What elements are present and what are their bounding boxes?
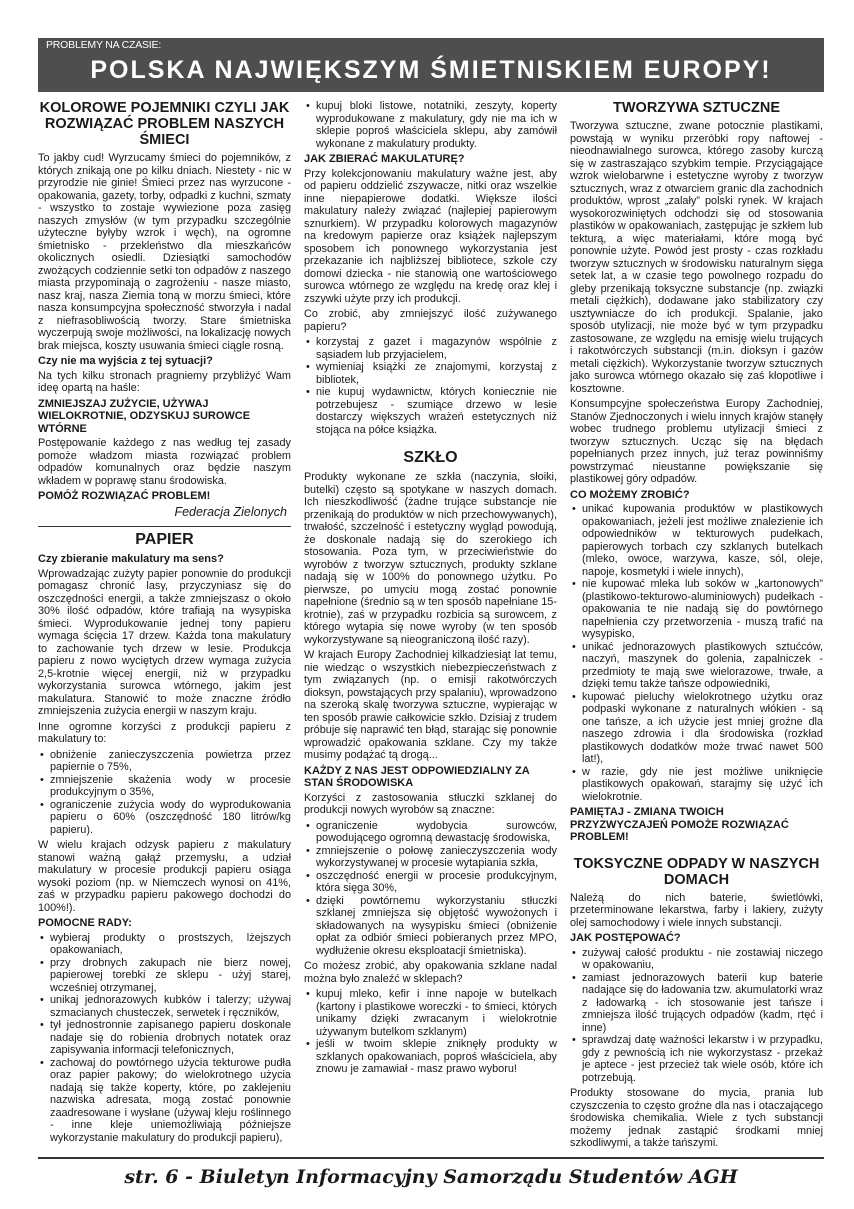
bullet-list <box>304 988 557 1076</box>
list-item: • przy drobnych zakupach nie bierz nowej, papierowej torebki ze sklepu - użyj starej, wcześniej otrzymanej, <box>38 957 291 995</box>
paragraph: Inne ogromne korzyści z produkcji papieru z makulatury to: <box>38 720 291 746</box>
section-kicker: PROBLEMY NA CZASIE: <box>46 39 162 51</box>
list-item: • nie kupować mleka lub soków w „kartonowych” (plastikowo-tekturowo-aluminiowych) pudełkach - opakowania te nie nadają się do powtórnego napełnienia czy przetworzenia - muszą trafić na wysypisko, <box>570 578 823 641</box>
subheading: ZMNIEJSZAJ ZUŻYCIE, UŻYWAJ WIELOKROTNIE, ODZYSKUJ SUROWCE WTÓRNE <box>38 397 251 435</box>
list-item: • oszczędność energii w procesie produkcyjnym, która sięga 30%, <box>304 870 557 895</box>
list-item: • zamiast jednorazowych baterii kup baterie nadające się do ładowania tzw. akumulatorki wraz z ładowarką - ich stosowanie jest tańsze i zmniejsza ilość trujących odpadów (kadm, rtęć i inne) <box>570 972 823 1035</box>
column-middle <box>304 100 557 1079</box>
list-item: • korzystaj z gazet i magazynów wspólnie z sąsiadem lub przyjacielem, <box>304 336 557 361</box>
list-item: • kupować pieluchy wielokrotnego użytku oraz podpaski wykonane z naturalnych włókien - są one tańsze, a ich użycie jest mniej groźne dla naszego zdrowia i dla środowiska (rozkład plastikowych dodatków może trwać nawet 500 lat!), <box>570 691 823 766</box>
signature: Federacja Zielonych <box>174 504 287 519</box>
paragraph: Produkty wykonane ze szkła (naczynia, słoiki, butelki) często są spotykane w naszych domach. Ich nieszkodliwość (żadne trujące substancje nie przenikają do produktów w nich przechowywanych), trwałość, szczelność i estetyczny wygląd powodują, że doskonale nadają się do szerokiego ich stosowania. Poza tym, w przeciwieństwie do wyrobów z tworzyw sztucznych, produkty szklane nadają się w 100% do ponownego użytku. Po pierwsze, po umyciu mogą zostać ponownie napełnione (średnio są w ten sposób napełniane 15-krotnie), zaś w przypadku rozbicia są surowcem, z którego wytapia się nowe wyroby (w ten sposób wykorzystywane są nieograniczoną ilość razy). <box>304 471 557 646</box>
list-item: • sprawdzaj datę ważności lekarstw i w przypadku, gdy z pewnością ich nie wykorzystasz - przekaż je aptece - jest przecież tak wiele osób, które ich potrzebują. <box>570 1034 823 1084</box>
paragraph: W krajach Europy Zachodniej kilkadziesiąt lat temu, nie wiedząc o wszystkich niebezpieczeństwach z tym związanych (np. o emisji rakotwórczych dioksyn, powstających przy spalaniu), wprowadzono na szeroką skalę tworzywa sztuczne, wypierając w ten sposób prawie całkowicie szkło. Dzisiaj z trudem próbuje się naprawić ten błąd, starając się ponownie wprowadzić opakowania szklane. Czy my także musimy podążać tą drogą... <box>304 649 557 762</box>
list-item: • zmniejszenie o połowę zanieczyszczenia wody wykorzystywanej w procesie wytapiania szkła, <box>304 845 557 870</box>
subheading: JAK POSTĘPOWAĆ? <box>570 932 681 945</box>
article-heading: KOLOROWE POJEMNIKI CZYLI JAK ROZWIĄZAĆ PROBLEM NASZYCH ŚMIECI <box>39 100 290 148</box>
paragraph: Na tych kilku stronach pragniemy przybliżyć Wam ideę opartą na haśle: <box>38 369 291 395</box>
list-item: • jeśli w twoim sklepie zniknęły produkty w szklanych opakowaniach, poproś właściciela, aby znowu je zamawiał - masz prawo wyboru! <box>304 1038 557 1076</box>
list-item: • nie kupuj wydawnictw, których koniecznie nie potrzebujesz - szumiące drzewo w lesie dostarczy większych wrażeń estetycznych niż stojąca na półce książka. <box>304 386 557 436</box>
page-title: POLSKA NAJWIĘKSZYM ŚMIETNISKIEM EUROPY! <box>90 56 772 84</box>
list-item: • w razie, gdy nie jest możliwe uniknięcie plastikowych opakowań, starajmy się użyć ich wielokrotnie. <box>570 766 823 804</box>
list-item: • wymieniaj książki ze znajomymi, korzystaj z bibliotek, <box>304 361 557 386</box>
bullet-list <box>304 336 557 436</box>
list-item: • unikać kupowania produktów w plastikowych opakowaniach, jeżeli jest możliwe znalezienie ich odpowiedników w tekturowych pudełkach, papierowych torbach czy szklanych butelkach (mleko, owoce, warzywa, kasze, sól, oleje, napoje, kosmetyki i wiele innych), <box>570 503 823 578</box>
paragraph: W wielu krajach odzysk papieru z makulatury stanowi ważną gałąź przemysłu, a udział makulatury w procesie produkcji papieru osiąga wysoki poziom (np. w Niemczech wynosi on 41%, zaś w przypadku papieru pakowego dochodzi do 100%!). <box>38 839 291 914</box>
bullet-list <box>570 947 823 1085</box>
page-footer: str. 6 - Biuletyn Informacyjny Samorządu Studentów AGH <box>124 1165 738 1188</box>
column-left <box>38 100 291 1147</box>
column-right <box>570 100 823 1153</box>
paragraph: Wprowadzając zużyty papier ponownie do produkcji pomagasz chronić lasy, przyczyniasz się do oszczędności energii, a także zmniejszasz o około 30% ilość odpadów, które trafiają na wysypiska śmieci. Wyprodukowanie jednej tony papieru wymaga ścięcia 17 drzew. Każda tona makulatury to zachowanie tych drzew w lesie. Produkcja papieru z nowo wyciętych drzew wymaga zużycia 2,5-krotnie więcej energii, niż w przypadku wykorzystania surowca wtórnego, jakim jest makulatura. Stanowić to może znaczne źródło zmniejszenia zużycia energii w naszym kraju. <box>38 567 291 718</box>
subheading: KAŻDY Z NAS JEST ODPOWIEDZIALNY ZA STAN ŚRODOWISKA <box>304 764 530 790</box>
paragraph: Produkty stosowane do mycia, prania lub czyszczenia to często groźne dla nas i otaczającego środowiska chemikalia. Wiele z tych substancji możemy jednak zastąpić środkami mniej szkodliwymi, a także tańszymi. <box>570 1087 823 1150</box>
subheading: POMOCNE RADY: <box>38 917 132 930</box>
paragraph: Co możesz zrobić, aby opakowania szklane nadal można było znaleźć w sklepach? <box>304 960 557 985</box>
list-item: • zmniejszenie skażenia wody w procesie produkcyjnym o 35%, <box>38 774 291 799</box>
paragraph: Konsumpcyjne społeczeństwa Europy Zachodniej, Stanów Zjednoczonych i wielu innych krajów stanęły wobec trudnego problemu utylizacji śmieci z tworzyw sztucznych. Ucząc się na błędach popełnianych przez innych, już teraz powinniśmy powstrzymać nieustanne powiększanie się plastikowej góry odpadów. <box>570 398 823 485</box>
list-item: • dzięki powtórnemu wykorzystaniu stłuczki szklanej zmniejsza się objętość wywożonych i składowanych na wysypisku śmieci (obniżenie opłat za odbiór śmieci pobieranych przez MPO, wydłużenie okresu eksploatacji śmietniska). <box>304 895 557 958</box>
subheading: Czy zbieranie makulatury ma sens? <box>38 552 224 565</box>
paragraph: To jakby cud! Wyrzucamy śmieci do pojemników, z których znikają one po kilku dniach. Niestety - nic w przyrodzie nie ginie! Śmieci przez nas wyrzucone - opakowania, gazety, torby, odpadki z kuchni, szmaty - wszystko to zostaje wywiezione poza zasięg naszych zmysłów (w tym przypadku szczególnie użyteczne byłyby wzrok i węch), na ogromne śmietnisko - przekleństwo dla mieszkańców okolicznych osiedli. Dziesiątki samochodów zwożących codziennie setki ton odpadów z naszego miasta przypominają o zagrożeniu - nasze miasto, nasz kraj, nasza Ziemia toną w morzu śmieci, które nasza konsumpcyjna społeczność stworzyła i nadal z niefrasobliwością tworzy. Stare śmietniska wyczerpują swoje możliwości, na lokalizację nowych brak miejsca, koszty usuwania śmieci ciągle rosną. <box>38 152 291 352</box>
list-item: • unikaj jednorazowych kubków i talerzy; używaj szmacianych chusteczek, serwetek i ręczników, <box>38 994 291 1019</box>
list-item: • zachowaj do powtórnego użycia tekturowe pudła oraz papier pakowy; do wielokrotnego użycia nadają się także koperty, które, po zaklejeniu nazwiska adresata, mogą zostać ponownie zaadresowane i wysłane (używaj kleju roślinnego - inne kleje uniemożliwiają późniejsze wykorzystanie makulatury do produkcji papieru), <box>38 1057 291 1145</box>
list-item: • zużywaj całość produktu - nie zostawiaj niczego w opakowaniu, <box>570 947 823 972</box>
paragraph: Co zrobić, aby zmniejszyć ilość zużywanego papieru? <box>304 308 557 333</box>
subheading: Czy nie ma wyjścia z tej sytuacji? <box>38 355 213 367</box>
list-item: • unikać jednorazowych plastikowych sztućców, naczyń, maszynek do golenia, zapalniczek - przedmioty te mają swe wielorazowe, trwałe, a dzięki temu także tańsze odpowiedniki, <box>570 641 823 691</box>
paragraph: Przy kolekcjonowaniu makulatury ważne jest, aby od papieru oddzielić zszywacze, nitki oraz wszelkie inne niepapierowe dodatki. Większe ilości makulatury należy związać (najlepiej papierowym sznurkiem). W przypadku kolorowych magazynów na kredowym papierze oraz książek najlepszym sposobem ich ponownego wykorzystania jest przekazanie ich najbliższej bibliotece, szkole czy domowi dziecka - nie stanowią one wartościowego surowca wtórnego ze względu na kredę oraz klej i zszywki użyte przy ich produkcji. <box>304 167 557 305</box>
list-item: • ograniczenie zużycia wody do wyprodukowania papieru o 60% (oszczędność 180 litrów/kg papieru). <box>38 799 291 837</box>
header-banner <box>38 38 824 92</box>
paragraph: Należą do nich baterie, świetlówki, przeterminowane lekarstwa, farby i lakiery, zużyty olej samochodowy i wiele innych substancji. <box>570 891 823 929</box>
list-item: • obniżenie zanieczyszczenia powietrza przez papiernie o 75%, <box>38 749 291 774</box>
article-heading: TWORZYWA SZTUCZNE <box>613 100 780 116</box>
paragraph: Postępowanie każdego z nas według tej zasady pomoże władzom miasta rozwiązać problem odpadów komunalnych oraz będzie naszym wkładem w poprawę stanu środowiska. <box>38 437 291 487</box>
list-item: • ograniczenie wydobycia surowców, powodującego ogromną dewastację środowiska, <box>304 820 557 845</box>
bullet-list <box>304 100 557 150</box>
bullet-list <box>570 503 823 803</box>
list-item: • kupuj bloki listowe, notatniki, zeszyty, koperty wyprodukowane z makulatury, gdy nie ma ich w sklepie poproś właściciela sklepu, aby zamówił wykonane z makulatury produkty. <box>304 100 557 150</box>
section-divider <box>38 526 291 527</box>
list-item: • wybieraj produkty o prostszych, lżejszych opakowaniach, <box>38 932 291 957</box>
paragraph: Korzyści z zastosowania stłuczki szklanej do produkcji nowych wyrobów są znaczne: <box>304 791 557 817</box>
paragraph: Tworzywa sztuczne, zwane potocznie plastikami, powstają w wyniku przeróbki ropy naftowej - nieodnawialnego surowca, którego zasoby kurczą się w zastraszająco szybkim tempie. Przyciągające wzrok wielobarwne i estetyczne wyroby z tworzyw sztucznych, wraz z otwarciem granic dla zachodnich produktów, wprost „zalały” polski rynek. W krajach wysokorozwiniętych odchodzi się od stosowania plastików w opakowaniach, zastępując je szkłem lub tekturą, a więc materiałami, które mogą być ponownie użyte. Powód jest prosty - czas rozkładu tworzyw sztucznych w środowisku naturalnym sięga setek lat, a w czasie tego powolnego rozpadu do gleby przenikają toksyczne substancje (np. związki metali ciężkich), dodawane jako stabilizatory czy usztywniacze do ich produkcji. Spalanie, jako sposób utylizacji, nie może być w tym przypadku zastosowane, ze względu na emisję wielu trujących i rakotwórczych substancji (m.in. dioksyn i gazów metali ciężkich). Wykorzystanie tworzyw sztucznych jako surowca wtórnego okazało się zaś kłopotliwe i kosztowne. <box>570 120 823 395</box>
subheading: CO MOŻEMY ZROBIĆ? <box>570 488 690 501</box>
bullet-list <box>38 932 291 1145</box>
article-heading: SZKŁO <box>403 449 458 467</box>
list-item: • kupuj mleko, kefir i inne napoje w butelkach (kartony i plastikowe woreczki - to śmieci, których unikamy dzięki zwracanym i wielokrotnie używanym butelkom szklanym) <box>304 988 557 1038</box>
list-item: • tył jednostronnie zapisanego papieru doskonale nadaje się do robienia drobnych notatek oraz zapisywania informacji telefonicznych, <box>38 1019 291 1057</box>
bullet-list <box>304 820 557 958</box>
columns <box>38 100 824 1153</box>
article-heading: TOKSYCZNE ODPADY W NASZYCH DOMACH <box>573 855 820 888</box>
article-heading: PAPIER <box>135 530 194 548</box>
subheading: JAK ZBIERAĆ MAKULATURĘ? <box>304 153 465 165</box>
footer-divider <box>38 1157 824 1159</box>
bullet-list <box>38 749 291 837</box>
subheading: POMÓŻ ROZWIĄZAĆ PROBLEM! <box>38 490 211 503</box>
spacer <box>304 439 557 449</box>
subheading: PAMIĘTAJ - ZMIANA TWOICH PRZYZWYCZAJEŃ POMOŻE ROZWIĄZAĆ PROBLEM! <box>570 806 789 844</box>
spacer <box>570 846 823 856</box>
